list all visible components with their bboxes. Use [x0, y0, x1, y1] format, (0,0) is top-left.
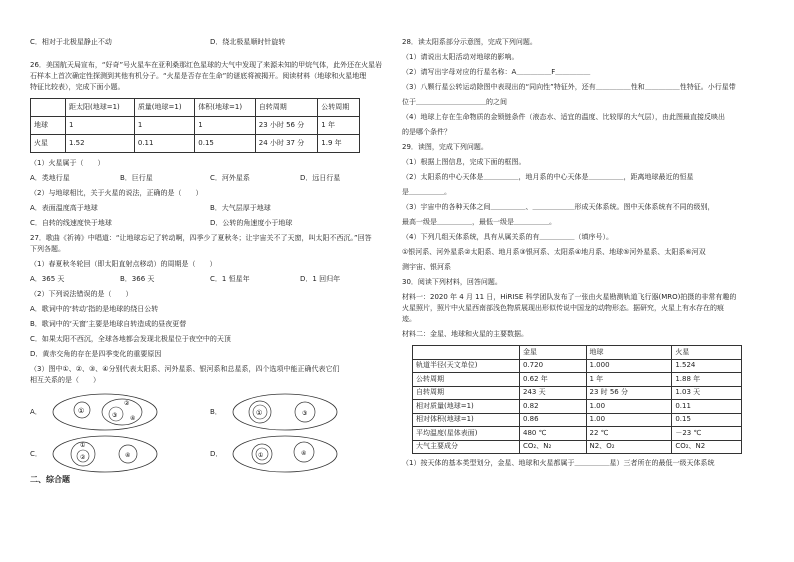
table-cell: 质量(地球=1) — [134, 99, 194, 117]
q27-2: （2）下列说法错误的是（ ） — [30, 290, 133, 298]
table-cell: 距太阳(地球=1) — [66, 99, 135, 117]
table-cell: 相对体积(地球=1) — [413, 413, 520, 427]
q29-line: ①银河系、河外星系②太阳系、地月系③银河系、太阳系④地月系、地球⑤河外星系、太阳系⑥河双 — [402, 248, 706, 256]
system-diagram-d — [230, 434, 340, 474]
table-cell: 0.11 — [672, 400, 742, 414]
system-diagram-b — [230, 392, 340, 432]
option-c: C．自转的线速度快于地球 — [30, 219, 112, 227]
option-letter: A． — [30, 407, 42, 416]
option-b: B．大气层厚于地球 — [210, 204, 271, 212]
q26-line: 石样本上首次确定性探测到其他有机分子。“火星是否存在生命”的谜底将被揭开。阅读材料（地球和火星地理 — [30, 72, 367, 80]
table-cell: 地球 — [31, 117, 66, 135]
table-cell: 1.000 — [586, 359, 672, 373]
table-row — [413, 400, 742, 414]
q27-line: 下列各题。 — [30, 245, 65, 253]
table-cell: 平均温度(星体表面) — [413, 427, 520, 441]
q29-line: 测宇宙、银河系 — [402, 263, 451, 271]
q29-line: （2）太阳系的中心天体是＿＿＿＿＿，地月系的中心天体是＿＿＿＿＿，距离地球最近的恒星 — [402, 173, 694, 181]
material2: 材料二：金星、地球和火星的主要数据。 — [402, 330, 528, 338]
table-cell: CO₂、N2 — [672, 440, 742, 454]
table-cell: 23 小时 56 分 — [255, 117, 318, 135]
diagram-option-b — [210, 391, 390, 433]
table-cell: 金星 — [520, 346, 587, 360]
table-row — [413, 413, 742, 427]
table-header-row — [31, 99, 360, 117]
option-d: D．黄赤交角的存在是四季变化的重要原因 — [30, 350, 162, 358]
table-cell: N2、O₂ — [586, 440, 672, 454]
q29-title: 29．读图，完成下列问题。 — [402, 143, 488, 151]
table-cell: 0.82 — [520, 400, 587, 414]
option-a: A．365 天 — [30, 275, 65, 283]
q30-title: 30．阅读下列材料，回答问题。 — [402, 278, 502, 286]
table-cell: 22 ℃ — [586, 427, 672, 441]
circled-num: ③ — [112, 412, 118, 419]
table-cell: 1.00 — [586, 400, 672, 414]
table-row — [31, 117, 360, 135]
material1-line: 火星照片，照片中火星西南部浅色物质展现出形似传说中国龙的动物形态。据研究，火星上有水存在的痕 — [402, 304, 724, 312]
table-row — [413, 359, 742, 373]
table-cell: 0.15 — [195, 135, 255, 153]
table-cell: 0.62 年 — [520, 373, 587, 387]
q26-2-options — [30, 204, 390, 213]
q28-line: （4）地球上存在生命物质的金锁链条件（液态水、适宜的温度、比较厚的大气层），由此图最直接反映出 — [402, 113, 725, 121]
table-cell — [31, 99, 66, 117]
section-title: 二、综合题 — [30, 475, 70, 484]
table-cell: 1.03 天 — [672, 386, 742, 400]
diagram-option-a — [30, 391, 210, 433]
table-cell: 1.88 年 — [672, 373, 742, 387]
option-b: B．巨行星 — [120, 174, 153, 182]
table-cell: 1 — [134, 117, 194, 135]
diagram-option-c — [30, 433, 210, 475]
table-cell: 1.00 — [586, 413, 672, 427]
table-cell: 轨道半径(天文单位) — [413, 359, 520, 373]
table-cell: 体积(地球=1) — [195, 99, 255, 117]
circled-num: ④ — [301, 450, 307, 457]
table-cell: 243 天 — [520, 386, 587, 400]
q27-line: 27．歌曲《祈祷》中唱道：“让地球忘记了转动啊，四季少了夏秋冬；让宇宙关不了天窗，叫太阳不西沉。”回答 — [30, 234, 372, 242]
table-row — [31, 135, 360, 153]
table-cell — [413, 346, 520, 360]
table-cell: 0.15 — [672, 413, 742, 427]
option-a: A．类地行星 — [30, 174, 70, 182]
q29-line: （4）下列几组天体系统，具有从属关系的有＿＿＿＿＿（填序号）。 — [402, 233, 613, 241]
material1-line: 材料一：2020 年 4 月 11 日，HiRISE 科学团队发布了一张由火星勘测轨道飞行器(MRO)拍摄的非常有趣的 — [402, 293, 737, 301]
q27-1: （1）春夏秋冬轮回（即太阳直射点移动）的周期是（ ） — [30, 260, 217, 268]
table-cell: 公转周期 — [318, 99, 360, 117]
q29-line: 最高一级是＿＿＿＿＿，最低一级是＿＿＿＿＿。 — [402, 218, 556, 226]
right-column — [402, 38, 772, 474]
q28-line: （1）请说出太阳活动对地球的影响。 — [402, 53, 519, 61]
option-letter: B． — [210, 407, 222, 416]
table-cell: 公转周期 — [413, 373, 520, 387]
table-header-row — [413, 346, 742, 360]
table-cell: 0.86 — [520, 413, 587, 427]
table-cell: 火星 — [31, 135, 66, 153]
option-d: D．远日行星 — [300, 174, 341, 182]
q28-line: （2）请写出字母对应的行星名称：A＿＿＿＿＿F＿＿＿＿＿ — [402, 68, 591, 76]
option-c: C．河外星系 — [210, 174, 250, 182]
q26-line: 26．美国航天局宣布，“好奇”号火星车在亚利桑那红色星球的大气中发现了来源未知的甲烷气体，此外还在火星岩 — [30, 61, 383, 69]
circled-num: ④ — [130, 415, 136, 422]
table-row — [413, 427, 742, 441]
option-row — [30, 38, 390, 47]
option-d: D．1 回归年 — [300, 275, 341, 283]
q28-line: （3）八颗行星公转运动除图中表现出的“同向性”特征外，还有＿＿＿＿＿性和＿＿＿＿＿性特征。小行星带 — [402, 83, 736, 91]
planet-compare-table — [30, 98, 360, 153]
circled-num: ① — [256, 409, 263, 417]
table-row — [413, 440, 742, 454]
planet-data-table — [412, 345, 742, 454]
option-a: A．歌词中的‘转动’指的是地球的绕日公转 — [30, 305, 159, 313]
table-cell: 24 小时 37 分 — [255, 135, 318, 153]
table-cell: 地球 — [586, 346, 672, 360]
table-cell: 0.11 — [134, 135, 194, 153]
system-diagram-c — [50, 434, 160, 474]
option-d: D．公转的角速度小于地球 — [210, 219, 293, 227]
table-cell: －23 ℃ — [672, 427, 742, 441]
left-column — [30, 38, 390, 484]
table-cell: 1.524 — [672, 359, 742, 373]
option-c: C．相对于北极星静止不动 — [30, 38, 112, 46]
q27-1-options — [30, 275, 390, 284]
q28-title: 28．读太阳系部分示意图，完成下列问题。 — [402, 38, 537, 46]
option-letter: C． — [30, 449, 42, 458]
q29-line: 是＿＿＿＿＿。 — [402, 188, 451, 196]
table-cell: 大气主要成分 — [413, 440, 520, 454]
option-c: C．1 恒星年 — [210, 275, 250, 283]
circled-num: ① — [78, 407, 85, 415]
q28-line: 的是哪个条件？ — [402, 128, 451, 136]
option-d: D．绕北极星顺时针旋转 — [210, 38, 286, 46]
option-b: B．歌词中的‘天窗’主要是地球自转造成的昼夜更替 — [30, 320, 187, 328]
table-row — [413, 373, 742, 387]
q29-line: （3）宇宙中的各种天体之间＿＿＿＿＿、＿＿＿＿＿＿形成天体系统。图中天体系统有不同的级别， — [402, 203, 715, 211]
table-cell: 23 时 56 分 — [586, 386, 672, 400]
option-letter: D． — [210, 449, 223, 458]
circled-num: ① — [258, 452, 264, 459]
q28-line: 位于＿＿＿＿＿＿＿＿＿＿的之间 — [402, 98, 507, 106]
table-cell: 火星 — [672, 346, 742, 360]
q26-2-options — [30, 219, 390, 228]
circled-num: ③ — [302, 410, 308, 417]
diagram-option-d — [210, 433, 390, 475]
circled-num: ④ — [125, 452, 131, 459]
option-a: A．表面温度高于地球 — [30, 204, 98, 212]
table-cell: 自转周期 — [255, 99, 318, 117]
circled-num: ① — [80, 442, 86, 449]
circled-num: ② — [80, 454, 86, 461]
option-c: C．如果太阳不西沉，全球各地都会发现北极星位于夜空中的天顶 — [30, 335, 231, 343]
table-cell: 1 年 — [318, 117, 360, 135]
table-cell: 1 — [195, 117, 255, 135]
table-cell: 1.9 年 — [318, 135, 360, 153]
material1-line: 迹。 — [402, 315, 416, 323]
diagram-options — [30, 391, 390, 475]
q29-line: （1）根据上图信息，完成下面的框图。 — [402, 158, 526, 166]
q26-2: （2）与地球相比，关于火星的说法，正确的是（ ） — [30, 189, 203, 197]
q27-3-line: （3）图中①、②、③、④分别代表太阳系、河外星系、银河系和总星系，四个选项中能正确代表它们 — [30, 365, 340, 373]
circled-num: ② — [124, 400, 130, 407]
table-cell: 相对质量(地球=1) — [413, 400, 520, 414]
q26-1-options — [30, 174, 390, 183]
q26-line: 特征比较表），完成下面小题。 — [30, 83, 125, 91]
table-cell: CO₂、N₂ — [520, 440, 587, 454]
table-row — [413, 386, 742, 400]
table-cell: 1.52 — [66, 135, 135, 153]
option-b: B．366 天 — [120, 275, 155, 283]
table-cell: 0.720 — [520, 359, 587, 373]
q30-1: （1）按天体的基本类型划分，金星、地球和火星都属于＿＿＿＿＿星）三者所在的最低一级天体系统 — [402, 459, 715, 467]
system-diagram-a — [50, 392, 160, 432]
table-cell: 1 年 — [586, 373, 672, 387]
table-cell: 1 — [66, 117, 135, 135]
table-cell: 480 ℃ — [520, 427, 587, 441]
table-cell: 自转周期 — [413, 386, 520, 400]
q27-3-line: 相互关系的是（ ） — [30, 376, 100, 384]
q26-1: （1）火星属于（ ） — [30, 159, 105, 167]
